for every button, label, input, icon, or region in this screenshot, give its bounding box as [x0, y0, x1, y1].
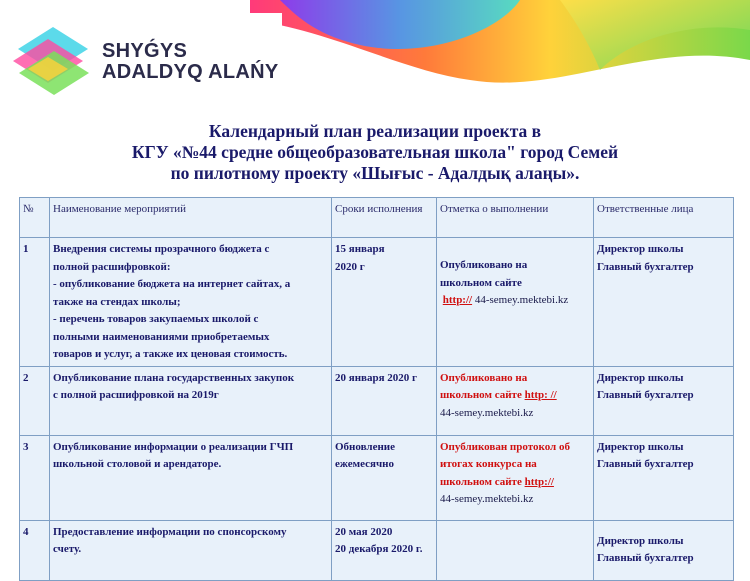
row-responsible — [594, 366, 734, 435]
logo-text — [102, 41, 279, 83]
term-line: 20 января 2020 г — [335, 371, 418, 384]
header-name: Наименование мероприятий — [50, 198, 332, 238]
row-status — [437, 435, 594, 520]
status-line: Опубликовано на — [440, 371, 528, 384]
responsible-line: Директор школы — [597, 371, 684, 384]
status-line: Опубликован протокол об — [440, 440, 570, 453]
header-responsible: Ответственные лица — [594, 198, 734, 238]
name-line: полной расшифровкой: — [53, 260, 171, 273]
logo-box — [4, 13, 282, 106]
title-line-2: КГУ «№44 средне общеобразовательная школа" город Семей — [131, 142, 619, 162]
term-line: ежемесячно — [335, 458, 394, 470]
row-name — [50, 435, 332, 520]
term-line: 2020 г — [335, 260, 365, 273]
status-url: 44-semey.mektebi.kz — [440, 493, 534, 505]
row-term — [332, 435, 437, 520]
name-line: Предоставление информации по спонсорскому — [53, 525, 287, 538]
status-line: Опубликовано на — [440, 259, 528, 271]
term-line: 20 декабря 2020 г. — [335, 543, 423, 555]
row-term — [332, 238, 437, 367]
table-row — [20, 238, 734, 367]
term-line: 20 мая 2020 — [335, 525, 393, 538]
status-link[interactable]: http:// — [524, 475, 554, 488]
status-line: школьном сайте — [440, 389, 522, 401]
responsible-line: Главный бухгалтер — [597, 458, 694, 470]
name-line: школьной столовой и арендаторе. — [53, 458, 222, 470]
name-line: с полной расшифровкой на 2019г — [53, 389, 219, 401]
row-status — [437, 520, 594, 580]
table-row — [20, 366, 734, 435]
row-name — [50, 238, 332, 367]
status-line: итогах конкурса на — [440, 458, 537, 470]
name-line: - опубликование бюджета на интернет сайтах, а — [53, 278, 291, 290]
row-name — [50, 366, 332, 435]
row-responsible — [594, 435, 734, 520]
name-line: полными наименованиями приобретаемых — [53, 330, 270, 343]
logo-line-1: SHYǴYS — [102, 40, 188, 62]
plan-table — [19, 197, 734, 581]
name-line: Опубликование информации о реализации ГЧП — [53, 440, 294, 453]
term-line: Обновление — [335, 440, 396, 453]
responsible-line: Главный бухгалтер — [597, 260, 694, 273]
status-line: школьном сайте — [440, 276, 522, 289]
title-line-3: по пилотному проекту «Шығыс - Адалдық алаңы». — [170, 163, 580, 183]
status-link[interactable]: http: // — [524, 389, 557, 401]
stacked-diamonds-logo-icon — [8, 21, 98, 101]
header-num: № — [20, 198, 50, 238]
row-responsible — [594, 520, 734, 580]
table-header-row — [20, 198, 734, 238]
responsible-line: Главный бухгалтер — [597, 389, 694, 401]
row-status — [437, 366, 594, 435]
row-term — [332, 366, 437, 435]
logo-line-2: ADALDYQ ALAŃY — [102, 61, 279, 83]
name-line: Внедрения системы прозрачного бюджета с — [53, 243, 270, 255]
row-num: 4 — [20, 520, 50, 580]
table-row — [20, 435, 734, 520]
table-row — [20, 520, 734, 580]
name-line: - перечень товаров закупаемых школой с — [53, 313, 259, 325]
row-status — [437, 238, 594, 367]
status-url: 44-semey.mektebi.kz — [440, 406, 534, 419]
name-line: Опубликование плана государственных закупок — [53, 371, 295, 384]
row-num: 2 — [20, 366, 50, 435]
name-line: счету. — [53, 543, 82, 555]
name-line: товаров и услуг, а также их ценовая стоимость. — [53, 348, 288, 360]
status-link[interactable]: http:// — [442, 294, 473, 306]
row-responsible — [594, 238, 734, 367]
title-line-1: Календарный план реализации проекта в — [208, 121, 542, 141]
document-title — [0, 121, 750, 184]
row-term — [332, 520, 437, 580]
responsible-line: Директор школы — [597, 243, 684, 255]
status-line: школьном сайте — [440, 475, 522, 488]
term-line: 15 января — [335, 243, 385, 255]
header-status: Отметка о выполнении — [437, 198, 594, 238]
status-url: 44-semey.mektebi.kz — [474, 294, 569, 306]
row-name — [50, 520, 332, 580]
header-term: Сроки исполнения — [332, 198, 437, 238]
responsible-line: Директор школы — [597, 534, 684, 547]
row-num: 3 — [20, 435, 50, 520]
responsible-line: Главный бухгалтер — [597, 552, 694, 564]
row-num: 1 — [20, 238, 50, 367]
responsible-line: Директор школы — [597, 440, 684, 453]
name-line: также на стендах школы; — [53, 295, 181, 308]
header-banner — [0, 0, 750, 112]
